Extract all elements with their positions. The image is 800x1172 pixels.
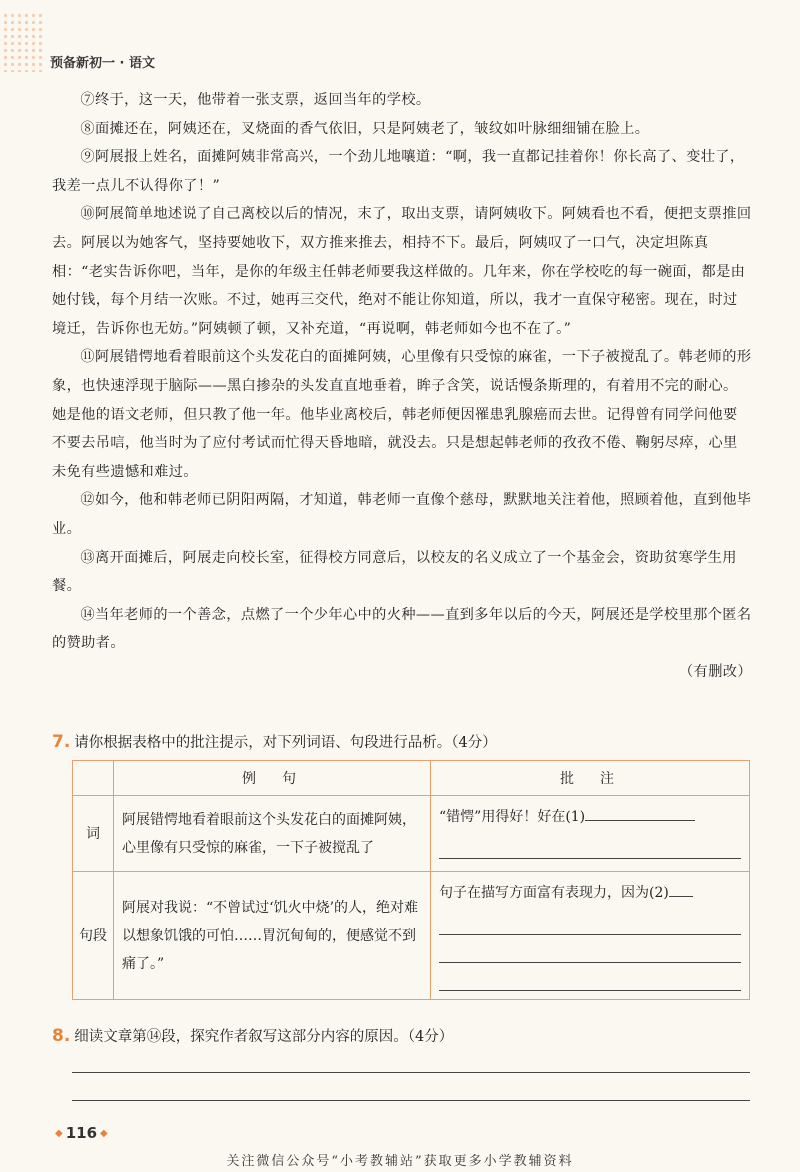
- paragraph-7: ⑦终于，这一天，他带着一张支票，返回当年的学校。: [80, 92, 431, 108]
- page-header: 预备新初一 · 语文: [50, 56, 155, 71]
- row-label: 句段: [73, 872, 114, 1000]
- paragraph-8: ⑧面摊还在，阿姨还在，叉烧面的香气依旧，只是阿姨老了，皱纹如叶脉细细铺在脸上。: [80, 120, 650, 137]
- decorative-dot-pattern: [2, 12, 46, 72]
- analysis-table: [72, 760, 750, 1000]
- question-8-text: 细读文章第⑭段，探究作者叙写这部分内容的原因。（4分）: [74, 1029, 454, 1045]
- paragraph-14: ⑭当年老师的一个善念，点燃了一个少年心中的火种——直到多年以后的今天，阿展还是学校里那个匿名的赞助者。: [52, 606, 752, 652]
- source-note: （有删改）: [679, 663, 752, 680]
- answer-line[interactable]: [439, 963, 741, 991]
- answer-line[interactable]: [439, 831, 741, 859]
- passage: [52, 86, 752, 686]
- paragraph-13: ⑬离开面摊后，阿展走向校长室，征得校方同意后，以校友的名义成立了一个基金会，资助贫寒学生用餐。: [52, 549, 737, 595]
- header-note: 批 注: [431, 761, 750, 796]
- answer-line[interactable]: [439, 907, 741, 935]
- table-row: [73, 872, 750, 1000]
- paragraph-11: ⑪阿展错愕地看着眼前这个头发花白的面摊阿姨，心里像有只受惊的麻雀，一下子被搅乱了。韩老师的形象，也快速浮现于脑际——黑白掺杂的头发直直地垂着，眸子含笑，说话慢条斯理的，有着用不完的耐心。她是他的语文老师，但只教了他一年。他毕业离校后，韩老师便因罹患乳腺癌而去世。记得曾有同学问他要不要去吊唁，他当时为了应付考试而忙得天昏地暗，就没去。只是想起韩老师的孜孜不倦、鞠躬尽瘁，心里未免有些遗憾和难过。: [52, 349, 752, 480]
- header-example: 例 句: [114, 761, 431, 796]
- table-row: [73, 796, 750, 872]
- page-number-value: 116: [65, 1124, 98, 1142]
- answer-line[interactable]: [72, 1100, 750, 1101]
- answer-blank-1[interactable]: [585, 802, 695, 821]
- paragraph-9: ⑨阿展报上姓名，面摊阿姨非常高兴，一个劲儿地嚷道：“啊，我一直都记挂着你！你长高了、变壮了，我差一点儿不认得你了！”: [52, 149, 745, 194]
- question-8-number: 8.: [52, 1026, 71, 1046]
- paragraph-12: ⑫如今，他和韩老师已阴阳两隔，才知道，韩老师一直像个慈母，默默地关注着他，照顾着他，直到他毕业。: [52, 492, 752, 537]
- answer-blank-2[interactable]: [669, 878, 693, 897]
- page-number: [52, 1124, 111, 1142]
- answer-line[interactable]: [439, 935, 741, 963]
- corner-cell: [73, 761, 114, 796]
- row-example: 阿展对我说：“不曾试过‘饥火中烧’的人，绝对难以想象饥饿的可怕……胃沉甸甸的，便感觉不到痛了。”: [114, 872, 431, 1000]
- answer-line[interactable]: [72, 1072, 750, 1073]
- footer-watermark: 关注微信公众号“小考教辅站”获取更多小学教辅资料: [226, 1154, 574, 1169]
- row-note: [431, 872, 750, 1000]
- diamond-icon: ◆: [100, 1128, 108, 1139]
- note-prompt: 句子在描写方面富有表现力，因为(2): [439, 885, 669, 901]
- diamond-icon: ◆: [55, 1128, 63, 1139]
- row-example: 阿展错愕地看着眼前这个头发花白的面摊阿姨，心里像有只受惊的麻雀，一下子被搅乱了: [114, 796, 431, 872]
- note-prompt: “错愕”用得好！好在(1): [439, 809, 586, 825]
- row-label: 词: [73, 796, 114, 872]
- question-7-text: 请你根据表格中的批注提示，对下列词语、句段进行品析。（4分）: [74, 735, 497, 751]
- row-note: [431, 796, 750, 872]
- paragraph-10: ⑩阿展简单地述说了自己离校以后的情况，末了，取出支票，请阿姨收下。阿姨看也不看，便把支票推回去。阿展以为她客气，坚持要她收下，双方推来推去，相持不下。最后，阿姨叹了一口气，决定坦陈真相：“老实告诉你吧，当年，是你的年级主任韩老师要我这样做的。几年来，你在学校吃的每一碗面，都是由她付钱，每个月结一次账。不过，她再三交代，绝对不能让你知道，所以，我才一直保守秘密。现在，时过境迁，告诉你也无妨。”阿姨顿了顿，又补充道，“再说啊，韩老师如今也不在了。”: [52, 206, 752, 337]
- question-8: [52, 1024, 752, 1049]
- question-7-number: 7.: [52, 732, 71, 752]
- question-7: [52, 730, 752, 755]
- table-header-row: [73, 761, 750, 796]
